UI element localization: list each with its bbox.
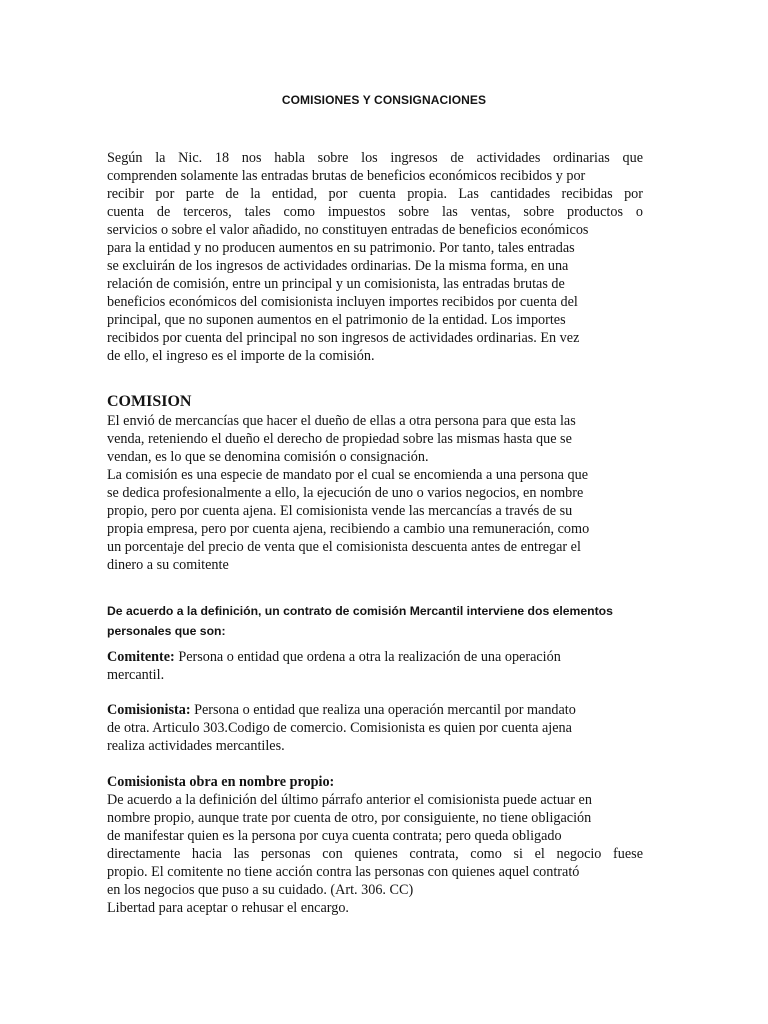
obra-line: nombre propio, aunque trate por cuenta de otro, por consiguiente, no tiene obligación [107,810,592,826]
intro-line: comprenden solamente las entradas brutas de beneficios económicos recibidos y por [107,168,586,184]
obra-line: Libertad para aceptar o rehusar el encargo. [107,900,349,916]
intro-line: se excluirán de los ingresos de actividades ordinarias. De la misma forma, en una [107,258,569,274]
comision-line: un porcentaje del precio de venta que el comisionista descuenta antes de entregar el [107,539,581,555]
obra-line: de manifestar quien es la persona por cuya cuenta contrata; pero queda obligado [107,828,562,844]
comision-heading: COMISION [107,393,192,410]
comitente-label: Comitente: [107,649,175,665]
comision-line: propia empresa, pero por cuenta ajena, recibiendo a cambio una remuneración, como [107,521,590,537]
comitente-text: Persona o entidad que ordena a otra la realización de una operación [174,649,561,665]
obra-line: propio. El comitente no tiene acción contra las personas con quienes aquel contrató [107,864,580,880]
comitente-text: mercantil. [107,667,165,683]
intro-paragraph [107,149,643,365]
comisionista-label: Comisionista: [107,702,191,718]
comision-line: venda, reteniendo el dueño el derecho de propiedad sobre las mismas hasta que se [107,431,572,447]
obra-section [107,773,643,917]
intro-line: de ello, el ingreso es el importe de la comisión. [107,348,375,364]
intro-line: recibidos por cuenta del principal no son ingresos de actividades ordinarias. En vez [107,330,580,346]
comision-paragraph [107,412,643,574]
comisionista-text: Persona o entidad que realiza una operación mercantil por mandato [190,702,576,718]
obra-line: en los negocios que puso a su cuidado. (Art. 306. CC) [107,882,414,898]
obra-line: directamente hacia las personas con quienes contrata, como si el negocio fuese [107,846,643,862]
obra-line: De acuerdo a la definición del último párrafo anterior el comisionista puede actuar en [107,792,592,808]
comision-line: dinero a su comitente [107,557,229,573]
comisionista-text: realiza actividades mercantiles. [107,738,285,754]
intro-line: servicios o sobre el valor añadido, no constituyen entradas de beneficios económicos [107,222,589,238]
comitente-definition [107,648,643,684]
intro-line: principal, que no suponen aumentos en el patrimonio de la entidad. Los importes [107,312,566,328]
elements-heading-line: De acuerdo a la definición, un contrato de comisión Mercantil interviene dos elementos [107,604,613,618]
obra-heading: Comisionista obra en nombre propio: [107,774,335,790]
intro-line: recibir por parte de la entidad, por cuenta propia. Las cantidades recibidas por [107,186,643,202]
intro-line: beneficios económicos del comisionista incluyen importes recibidos por cuenta del [107,294,578,310]
intro-line: para la entidad y no producen aumentos en su patrimonio. Por tanto, tales entradas [107,240,575,256]
comision-line: La comisión es una especie de mandato por el cual se encomienda a una persona que [107,467,589,483]
elements-heading [107,601,647,641]
document-title: COMISIONES Y CONSIGNACIONES [281,93,487,107]
comision-line: vendan, es lo que se denomina comisión o consignación. [107,449,429,465]
comisionista-text: de otra. Articulo 303.Codigo de comercio. Comisionista es quien por cuenta ajena [107,720,572,736]
intro-line: Según la Nic. 18 nos habla sobre los ingresos de actividades ordinarias que [107,150,643,166]
comision-line: propio, pero por cuenta ajena. El comisionista vende las mercancías a través de su [107,503,573,519]
intro-line: relación de comisión, entre un principal y un comisionista, las entradas brutas de [107,276,565,292]
comisionista-definition [107,701,643,755]
elements-heading-line: personales que son: [107,624,226,638]
comision-line: se dedica profesionalmente a ello, la ejecución de uno o varios negocios, en nombre [107,485,584,501]
intro-line: cuenta de terceros, tales como impuestos sobre las ventas, sobre productos o [107,204,643,220]
comision-line: El envió de mercancías que hacer el dueño de ellas a otra persona para que esta las [107,413,576,429]
